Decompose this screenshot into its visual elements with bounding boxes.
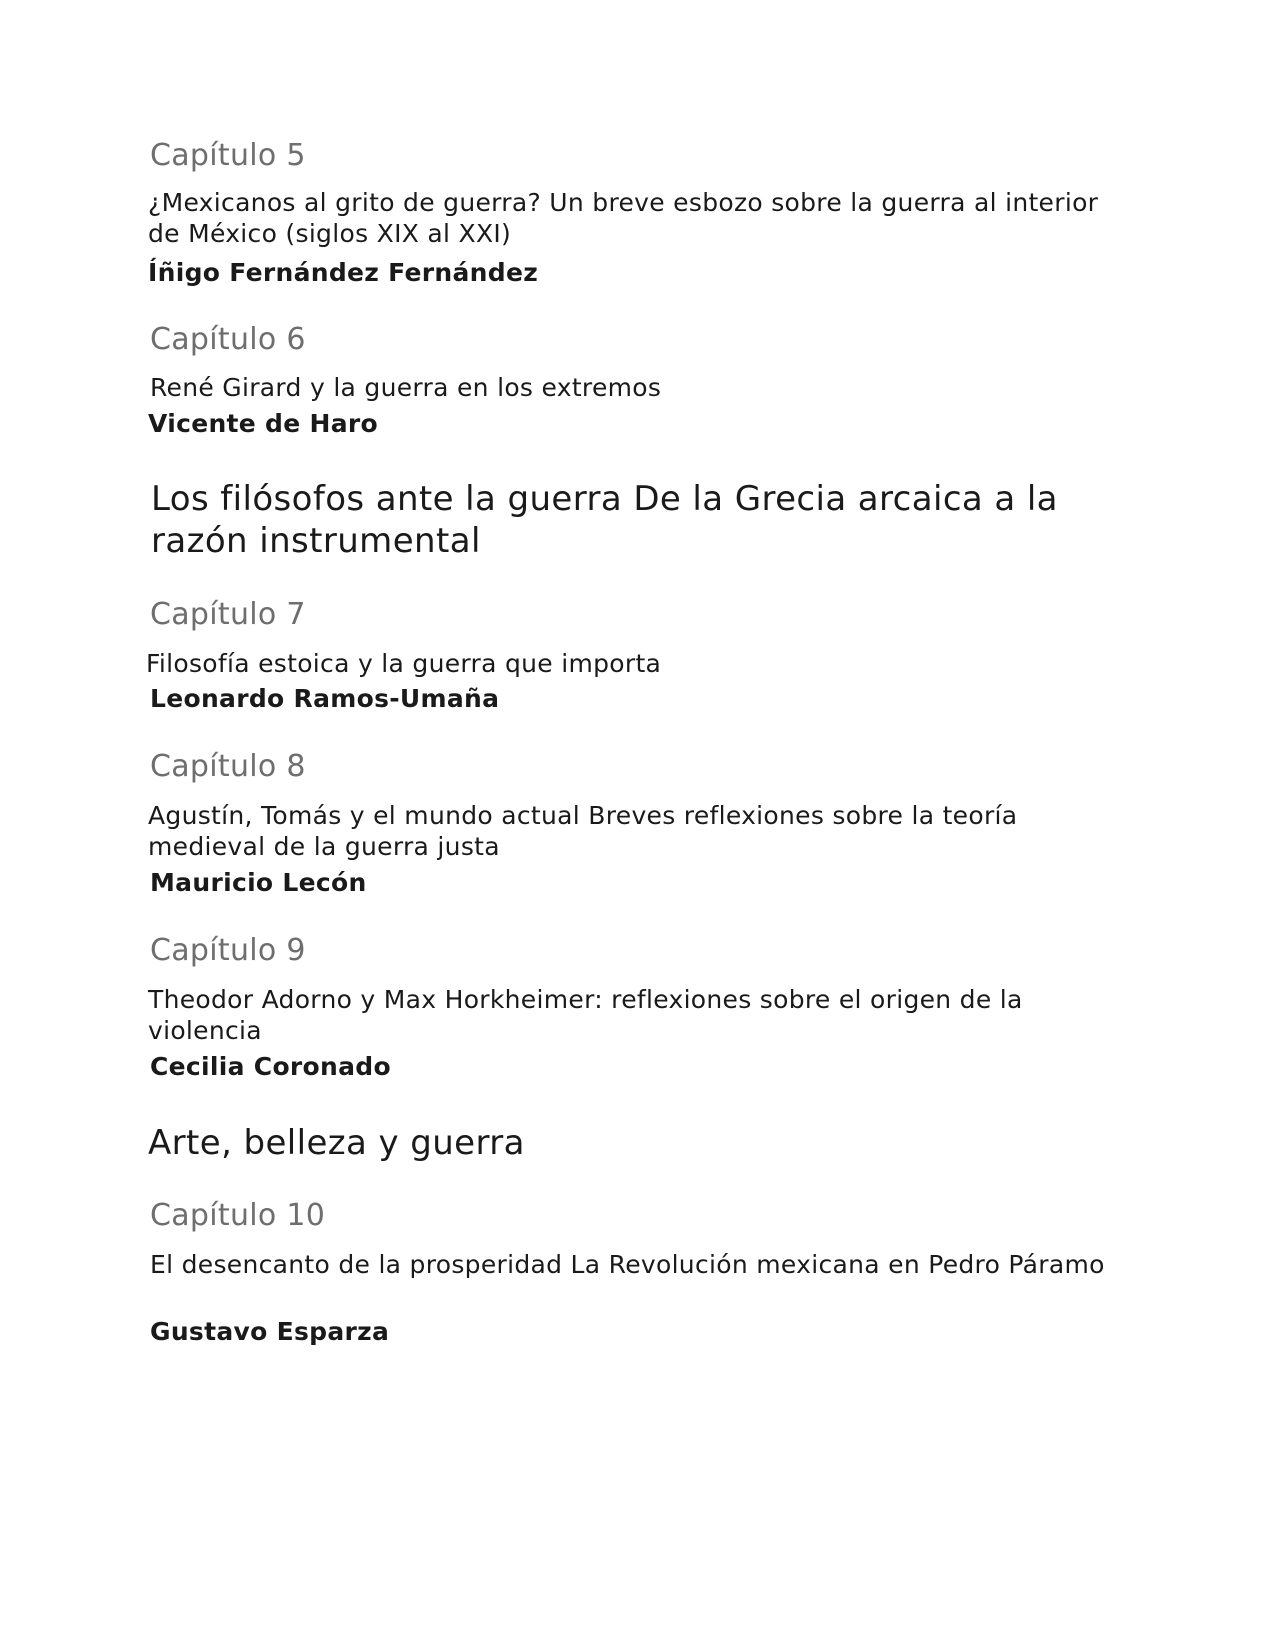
chapter-author: Leonardo Ramos-Umaña	[150, 684, 500, 713]
chapter-title: Filosofía estoica y la guerra que importa	[146, 649, 662, 678]
chapter-author: Mauricio Lecón	[150, 868, 367, 897]
chapter-heading: Capítulo 8	[150, 749, 306, 784]
chapter-title: ¿Mexicanos al grito de guerra? Un breve esbozo sobre la guerra al interior de México (siglos XIX al XXI)	[148, 188, 1099, 248]
chapter-title: Agustín, Tomás y el mundo actual Breves reflexiones sobre la teoría medieval de la guerra justa	[148, 801, 1018, 861]
chapter-heading: Capítulo 5	[150, 138, 306, 173]
chapter-heading: Capítulo 7	[150, 597, 306, 632]
chapter-heading: Capítulo 6	[150, 322, 306, 357]
chapter-heading: Capítulo 9	[150, 933, 306, 968]
section-heading: Arte, belleza y guerra	[148, 1123, 525, 1163]
chapter-heading: Capítulo 10	[150, 1198, 326, 1233]
chapter-title: Theodor Adorno y Max Horkheimer: reflexiones sobre el origen de la violencia	[148, 985, 1023, 1045]
chapter-author: Cecilia Coronado	[150, 1052, 391, 1081]
chapter-author: Íñigo Fernández Fernández	[148, 258, 539, 287]
chapter-author: Gustavo Esparza	[150, 1317, 390, 1346]
chapter-author: Vicente de Haro	[148, 409, 379, 438]
chapter-title: El desencanto de la prosperidad La Revolución mexicana en Pedro Páramo	[150, 1250, 1105, 1279]
section-heading: Los filósofos ante la guerra De la Grecia arcaica a la razón instrumental	[151, 479, 1058, 561]
chapter-title: René Girard y la guerra en los extremos	[150, 373, 662, 402]
